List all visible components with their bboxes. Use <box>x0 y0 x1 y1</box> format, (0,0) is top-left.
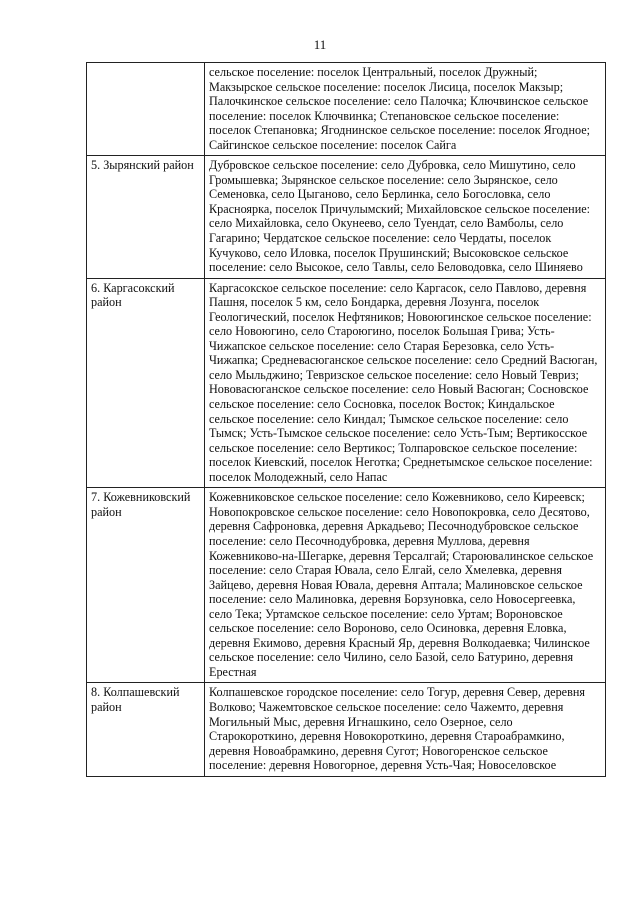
table-row <box>87 63 606 156</box>
settlements-list: сельское поселение: поселок Центральный, поселок Дружный; Макзырское сельское поселение: поселок Лисица, поселок Макзыр; Палочкинское сельское поселение: село Палочка; Ключвинское сельское поселение: поселок Ключвинка; Степановское сельское поселение: поселок Степановка; Ягоднинское сельское поселение: поселок Ягодное; Сайгинское сельское поселение: поселок Сайга <box>205 63 606 156</box>
table-row <box>87 156 606 278</box>
page-number: 11 <box>313 37 327 52</box>
district-name <box>87 63 205 156</box>
settlements-list: Кожевниковское сельское поселение: село Кожевниково, село Киреевск; Новопокровское сельское поселение: село Новопокровка, село Десятово, деревня Сафроновка, деревня Аркадьево; Песочнодубровское сельское поселение: село Песочнодубровка, деревня Муллова, деревня Кожевниково-на-Шегарке, деревня Терсалгай; Староювалинское сельское поселение: село Старая Ювала, село Елгай, село Хмелевка, деревня Зайцево, деревня Новая Ювала, деревня Аптала; Малиновское сельское поселение: село Малиновка, деревня Борзуновка, село Новосергеевка, село Тека; Уртамское сельское поселение: село Уртам; Вороновское сельское поселение: село Вороново, село Осиновка, деревня Еловка, деревня Екимово, деревня Красный Яр, деревня Волкодаевка; Чилинское сельское поселение: село Чилино, село Базой, село Батурино, деревня Ерестная <box>205 488 606 683</box>
table-row <box>87 683 606 776</box>
table-row <box>87 488 606 683</box>
district-name: 8. Колпашевский район <box>87 683 205 776</box>
settlements-list: Колпашевское городское поселение: село Тогур, деревня Север, деревня Волково; Чажемтовское сельское поселение: село Чажемто, деревня Могильный Мыс, деревня Игнашкино, село Озерное, село Старокороткино, деревня Новокороткино, деревня Староабрамкино, деревня Новоабрамкино, деревня Сугот; Новогоренское сельское поселение: деревня Новогорное, деревня Усть-Чая; Новоселовское <box>205 683 606 776</box>
table-row <box>87 278 606 488</box>
district-name: 5. Зырянский район <box>87 156 205 278</box>
districts-table <box>86 62 606 777</box>
settlements-list: Каргасокское сельское поселение: село Каргасок, село Павлово, деревня Пашня, поселок 5 км, село Бондарка, деревня Лозунга, поселок Геологический, поселок Нефтяников; Новоюгинское сельское поселение: село Новоюгино, село Староюгино, поселок Большая Грива; Усть-Чижапское сельское поселение: село Старая Березовка, село Усть-Чижапка; Средневасюганское сельское поселение: село Средний Васюган, село Мыльджино; Тевризское сельское поселение: село Новый Тевриз; Нововасюганское сельское поселение: село Новый Васюган; Сосновское сельское поселение: село Сосновка, поселок Восток; Киндальское сельское поселение: село Киндал; Тымское сельское поселение: село Тымск; Усть-Тымское сельское поселение: село Усть-Тым; Вертикосское сельское поселение: село Вертикос; Толпаровское сельское поселение: поселок Киевский, поселок Неготка; Среднетымское сельское поселение: поселок Молодежный, село Напас <box>205 278 606 488</box>
district-name: 7. Кожевниковский район <box>87 488 205 683</box>
district-name: 6. Каргасокский район <box>87 278 205 488</box>
settlements-list: Дубровское сельское поселение: село Дубровка, село Мишутино, село Громышевка; Зырянское сельское поселение: село Зырянское, село Семеновка, село Цыганово, село Берлинка, село Богословка, село Красноярка, поселок Причулымский; Михайловское сельское поселение: село Михайловка, село Окунеево, село Туендат, село Вамболы, село Гагарино; Чердатское сельское поселение: село Чердаты, поселок Кучуково, село Иловка, поселок Прушинский; Высоковское сельское поселение: село Высокое, село Тавлы, село Беловодовка, село Шиняево <box>205 156 606 278</box>
